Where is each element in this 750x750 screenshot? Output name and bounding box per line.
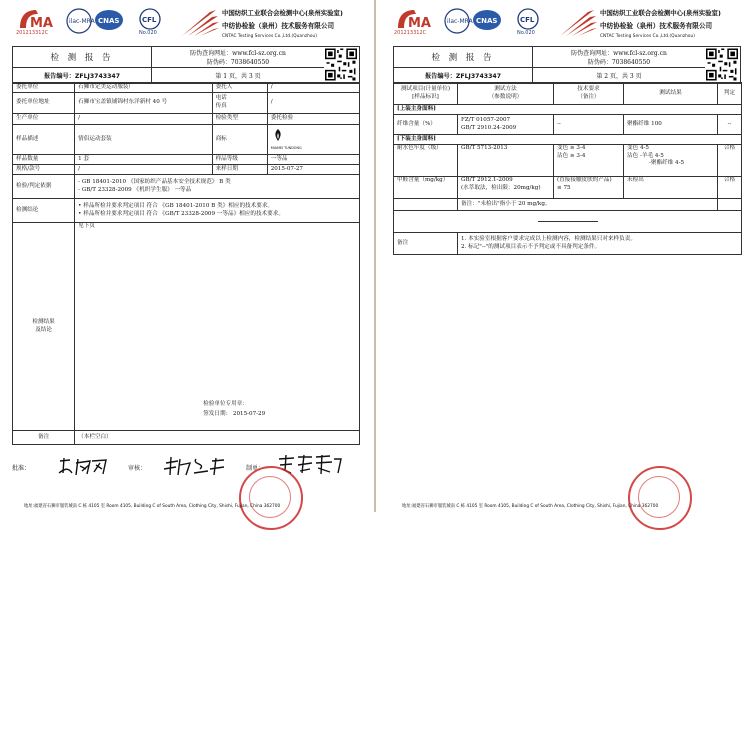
page-divider <box>374 0 376 512</box>
sample-date-label: 来样日期 <box>212 165 267 175</box>
producer-value: / <box>75 114 212 125</box>
org-line-3: CNTAC Testing Services Co.,Ltd.(Quanzhou) <box>222 33 318 38</box>
formaldehyde-judgement: 合格 <box>718 177 742 199</box>
water-res-2: 沾色 -羊毛 4-5 <box>627 152 664 159</box>
table-row <box>394 177 742 199</box>
table-row <box>394 199 742 211</box>
formaldehyde-method <box>458 177 554 199</box>
col-header-item: 测试项目(计量单位) [样品标识] <box>394 83 458 105</box>
table-row <box>394 233 742 255</box>
phone-fax-label <box>212 93 267 114</box>
principal-label: 委托人 <box>212 83 267 93</box>
report-number: 报告编号：ZFLJ3743347 <box>13 68 152 83</box>
col-header-method: 测试方法 （参数说明） <box>458 83 554 105</box>
results-label-line-2: 及结论 <box>35 326 52 333</box>
col-header-judgement: 判定 <box>718 83 742 105</box>
org-line-1: 中国纺织工业联合会检测中心(泉州实验室) <box>600 9 721 17</box>
remark-value: （本栏空白） <box>75 431 360 445</box>
brand-label: 商标 <box>212 125 267 155</box>
table-row <box>13 175 360 199</box>
remark-label: 备注 <box>13 431 75 445</box>
table-header-row <box>394 83 742 105</box>
query-site: 防伪查询网址：www.fcl-sz.org.cn <box>571 50 667 57</box>
issue-date: 签发日期： 2015-07-29 <box>203 411 266 417</box>
cfl-number: No.020 <box>139 30 157 36</box>
cntac-wing-logo-icon <box>558 8 598 38</box>
table-row <box>13 83 360 93</box>
ilac-cnas-logo-icon <box>444 8 502 36</box>
water-res-1: 变色 4-5 <box>627 145 649 151</box>
table-row <box>13 431 360 445</box>
fiber-item: 纤维含量（%） <box>394 115 458 135</box>
page-count: 第 1 页，共 3 页 <box>215 73 261 80</box>
table-row <box>13 155 360 165</box>
query-code: 防伪码：7038640550 <box>206 59 270 66</box>
conclusion-line-1: • 样品所检并要求判定项目 符合 《GB 18401-2010 B 类》相应的技术要求。 <box>78 202 274 209</box>
svg-text:MA: MA <box>30 16 53 30</box>
water-req-2: 沾色 ≥ 3-4 <box>557 152 586 159</box>
client-label: 委托单位 <box>13 83 75 93</box>
water-res-3: -聚酯纤维 4-5 <box>649 160 685 167</box>
remark-line-2: 2. 标记"--"的测试项目表示不予判定或不具备判定条件。 <box>461 243 601 250</box>
cma-logo-icon <box>396 8 432 30</box>
anti-counterfeit-query <box>152 47 324 68</box>
remark-label: 备注 <box>394 233 458 255</box>
remark-value <box>458 233 742 255</box>
report-header <box>12 46 360 84</box>
cma-number: 201213312C <box>394 30 427 36</box>
quantity-label: 样品数量 <box>13 155 75 165</box>
svg-text:ilac-MRA: ilac-MRA <box>447 18 473 25</box>
col-header-requirement: 技术要求 （备注） <box>554 83 624 105</box>
col-header-result: 测试结果 <box>624 83 718 105</box>
report-title: 检 测 报 告 <box>13 47 152 68</box>
table-row <box>13 114 360 125</box>
results-label <box>13 223 75 431</box>
conclusion-value <box>75 199 360 223</box>
ilac-cnas-logo-icon <box>66 8 124 36</box>
client-address-label: 委托单位地址 <box>13 93 75 114</box>
cma-logo-icon <box>18 8 54 30</box>
producer-label: 生产单位 <box>13 114 75 125</box>
organization-name <box>222 8 372 38</box>
signature-line <box>12 459 362 479</box>
svg-text:CFL: CFL <box>142 16 157 24</box>
separator-line <box>538 221 598 222</box>
org-line-2: 中纺协检验（泉州）技术服务有限公司 <box>600 22 713 30</box>
table-row <box>394 115 742 135</box>
fiber-requirement: -- <box>554 115 624 135</box>
principal-value: / <box>267 83 359 93</box>
client-value: 石狮市定美运动服装厂 <box>75 83 212 93</box>
footer-address: 地址:福建省石狮市服装城南 C 栋 4105 室 Room 4105, Building C of South Area, Clothing City, Shishi, Fujian, China 362700 <box>24 504 281 509</box>
svg-text:MA: MA <box>408 16 431 30</box>
brand-flame-icon <box>271 128 285 142</box>
report-title: 检 测 报 告 <box>394 47 533 68</box>
basis-line-2: - GB/T 23328-2009 《机织学生服》 一等品 <box>78 186 192 193</box>
approver-label: 批准： <box>12 465 31 472</box>
fiber-method-1: FZ/T 01057-2007 <box>461 116 511 123</box>
sample-date-value: 2015-07-27 <box>267 165 359 175</box>
formaldehyde-result: 未检出 <box>624 177 718 199</box>
results-value: 见下页 <box>78 223 95 229</box>
table-row <box>13 125 360 155</box>
reviewer-signature-icon <box>162 455 228 477</box>
spec-value: / <box>75 165 212 175</box>
remark-line-1: 1. 本实验室根据客户要求完成以上检测内容，检测结果只对来样负责。 <box>461 235 636 242</box>
footer-address: 地址:福建省石狮市服装城南 C 栋 4105 室 Room 4105, Building C of South Area, Clothing City, Shishi, Fujian, China 362700 <box>402 504 659 509</box>
report-page-2 <box>378 0 750 512</box>
brand-name: MIAMEI TUNDONG <box>270 145 302 150</box>
phone-value: / <box>267 93 359 114</box>
formaldehyde-req-1: (直接接触皮肤的产品) <box>557 177 612 183</box>
table-row <box>394 145 742 177</box>
fiber-method-2: GB/T 2910.24-2009 <box>461 124 517 131</box>
svg-text:CNAS: CNAS <box>476 17 498 25</box>
formaldehyde-requirement <box>554 177 624 199</box>
section-top-fabric: [上装主身面料] <box>394 105 742 115</box>
basis-label: 检验/判定依据 <box>13 175 75 199</box>
water-req-1: 变色 ≥ 3-4 <box>557 145 586 151</box>
approver-signature-icon <box>56 455 116 477</box>
water-fastness-method: GB/T 5713-2013 <box>458 145 554 177</box>
organization-name <box>600 8 750 38</box>
letterhead <box>378 6 750 42</box>
section-row <box>394 105 742 115</box>
maker-label: 制单： <box>246 465 265 472</box>
official-seal-icon <box>628 466 692 530</box>
qr-code-icon <box>706 48 738 81</box>
basis-line-1: - GB 18401-2010 《国家纺织产品基本安全技术规范》 B 类 <box>78 178 231 185</box>
results-value-cell <box>75 223 360 431</box>
basis-value <box>75 175 360 199</box>
svg-text:CNAS: CNAS <box>98 17 120 25</box>
quantity-value: 1 套 <box>75 155 212 165</box>
client-address-value: 石狮市宝盖镇铺锦村东洋新村 40 号 <box>75 93 212 114</box>
seal-note: 检验单位专用章： <box>203 401 248 407</box>
results-label-line-1: 检测结果 <box>32 318 55 325</box>
table-row <box>13 93 360 114</box>
reviewer-label: 审核： <box>128 465 147 472</box>
separator-cell <box>394 211 742 233</box>
sample-desc-value: 情侣运动套装 <box>75 125 212 155</box>
qr-code-icon <box>325 48 357 81</box>
fiber-method <box>458 115 554 135</box>
org-line-1: 中国纺织工业联合会检测中心(泉州实验室) <box>222 9 343 17</box>
sample-desc-label: 样品描述 <box>13 125 75 155</box>
conclusion-label: 检测结论 <box>13 199 75 223</box>
spec-label: 规格/款号 <box>13 165 75 175</box>
grade-label: 样品等级 <box>212 155 267 165</box>
table-row <box>13 223 360 431</box>
section-row <box>394 135 742 145</box>
report-info-table <box>12 82 360 445</box>
cma-number: 201213312C <box>16 30 49 36</box>
table-row <box>13 165 360 175</box>
conclusion-line-2: • 样品所检并要求判定项目 符合 《GB/T 23328-2009 一等品》相应的技术要求。 <box>78 210 284 217</box>
svg-text:CFL: CFL <box>520 16 535 24</box>
official-seal-icon <box>239 466 303 530</box>
formaldehyde-req-2: ≤ 75 <box>557 184 571 191</box>
grade-value: 一等品 <box>267 155 359 165</box>
water-fastness-result <box>624 145 718 177</box>
report-header <box>393 46 741 84</box>
fiber-result: 聚酯纤维 100 <box>624 115 718 135</box>
query-site: 防伪查询网址：www.fcl-sz.org.cn <box>190 50 286 57</box>
water-fastness-requirement <box>554 145 624 177</box>
org-line-2: 中纺协检验（泉州）技术服务有限公司 <box>222 22 335 30</box>
report-page-1 <box>0 0 372 512</box>
cntac-wing-logo-icon <box>180 8 220 38</box>
table-row <box>394 211 742 233</box>
section-bottom-fabric: [下装主身面料] <box>394 135 742 145</box>
formaldehyde-method-1: GB/T 2912.1-2009 <box>461 177 513 183</box>
fax-label: 传真 <box>215 103 227 109</box>
test-type-label: 检验类型 <box>212 114 267 125</box>
fiber-judgement: -- <box>718 115 742 135</box>
formaldehyde-method-2: (水萃取法，检出限：20mg/kg) <box>461 184 541 191</box>
water-fastness-item: 耐水色牢度（级） <box>394 145 458 177</box>
letterhead <box>0 6 372 42</box>
test-type-value: 委托检验 <box>267 114 359 125</box>
formaldehyde-note: 备注："未检出"指小于 20 mg/kg。 <box>458 199 718 211</box>
cfl-number: No.020 <box>517 30 535 36</box>
test-results-table <box>393 82 742 255</box>
org-line-3: CNTAC Testing Services Co.,Ltd.(Quanzhou) <box>600 33 696 38</box>
page-count: 第 2 页，共 3 页 <box>596 73 642 80</box>
svg-text:ilac-MRA: ilac-MRA <box>69 18 95 25</box>
report-number: 报告编号：ZFLJ3743347 <box>394 68 533 83</box>
anti-counterfeit-query <box>533 47 705 68</box>
formaldehyde-item: 甲醛含量（mg/kg） <box>394 177 458 199</box>
table-row <box>13 199 360 223</box>
brand-logo <box>267 125 359 155</box>
water-fastness-judgement: 合格 <box>718 145 742 177</box>
phone-label: 电话 <box>215 95 227 102</box>
query-code: 防伪码：7038640550 <box>587 59 651 66</box>
